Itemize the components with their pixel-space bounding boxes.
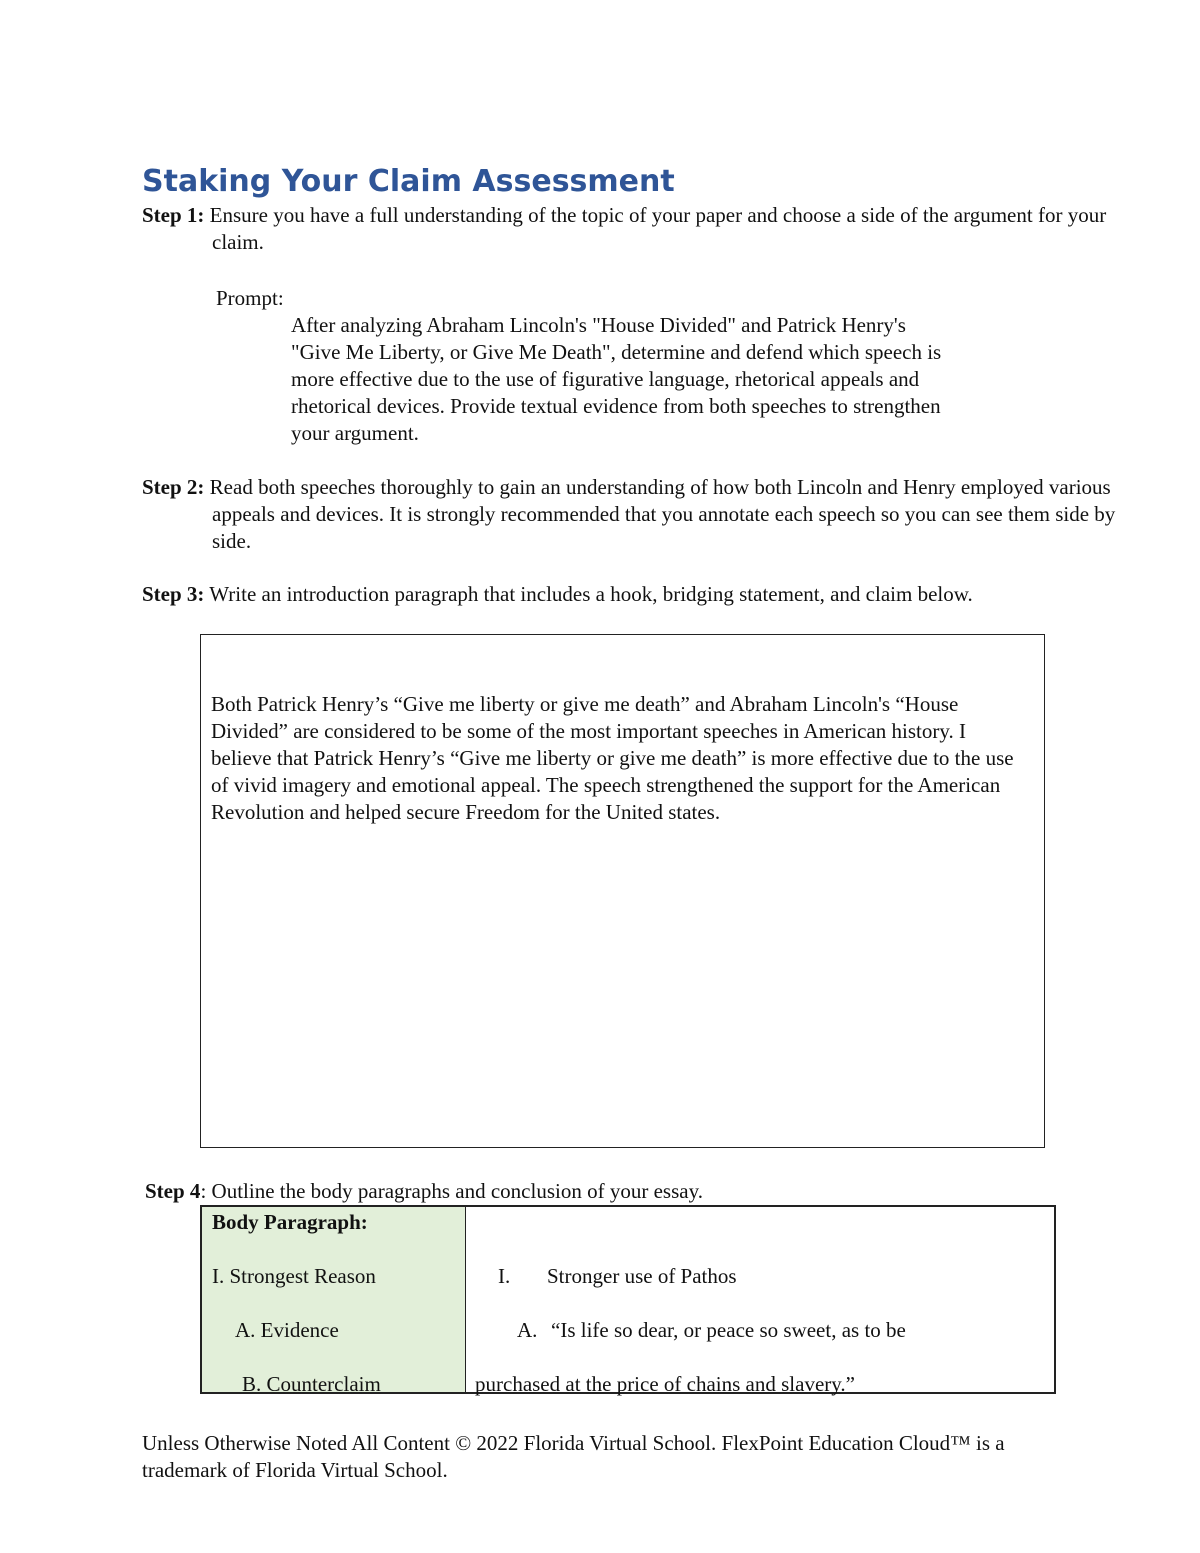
introduction-answer-text: Both Patrick Henry’s “Give me liberty or give me death” and Abraham Lincoln's “House Divided” are considered to be some of the most important speeches in American history. I believe that Patrick Henry’s “Give me liberty or give me death” is more effective due to the use of vivid imagery and emotional appeal. The speech strengthened the support for the American Revolution and helped secure Freedom for the United states. [211, 692, 1014, 824]
prompt-text: After analyzing Abraham Lincoln's "House Divided" and Patrick Henry's "Give Me Liberty, or Give Me Death", determine and defend which speech is more effective due to the use of figurative language, rhetorical appeals and rhetorical devices. Provide textual evidence from both speeches to strengthen your argument. [291, 313, 942, 445]
prompt-label: Prompt: [216, 286, 284, 310]
answer-numeral: I. [498, 1264, 511, 1288]
answer-evidence-letter: A. [517, 1318, 538, 1342]
outline-item-strongest-reason: I. Strongest Reason [212, 1264, 376, 1288]
outline-heading: Body Paragraph: [212, 1210, 368, 1234]
step-1 [142, 202, 1132, 256]
step-4-text: : Outline the body paragraphs and conclusion of your essay. [200, 1179, 703, 1203]
outline-item-evidence: A. Evidence [235, 1318, 339, 1342]
outline-right-column[interactable] [467, 1207, 1054, 1396]
introduction-answer-box[interactable] [200, 634, 1045, 1148]
answer-evidence-line-1: “Is life so dear, or peace so sweet, as to be [551, 1318, 906, 1342]
page-title: Staking Your Claim Assessment [142, 164, 675, 199]
step-1-text: Ensure you have a full understanding of the topic of your paper and choose a side of the argument for your claim. [209, 203, 1107, 254]
outline-left-column [202, 1207, 466, 1396]
step-3-text: Write an introduction paragraph that includes a hook, bridging statement, and claim below. [209, 582, 973, 606]
step-1-label: Step 1: [142, 203, 205, 227]
step-4-label: Step 4 [145, 1179, 201, 1203]
step-2-label: Step 2: [142, 475, 205, 499]
step-3 [142, 581, 1132, 608]
step-2-text: Read both speeches thoroughly to gain an understanding of how both Lincoln and Henry employed various appeals and devices. It is strongly recommended that you annotate each speech so you can see them side by side. [209, 475, 1116, 553]
answer-evidence-line-2: purchased at the price of chains and slavery.” [475, 1372, 855, 1396]
outline-item-counterclaim: B. Counterclaim [242, 1372, 381, 1396]
copyright-footer: Unless Otherwise Noted All Content © 2022 Florida Virtual School. FlexPoint Education Cloud™ is a trademark of Florida Virtual School. [142, 1431, 1005, 1482]
step-4 [145, 1178, 1065, 1205]
outline-table [200, 1205, 1056, 1394]
answer-reason: Stronger use of Pathos [547, 1264, 737, 1288]
step-2 [142, 474, 1132, 555]
step-3-label: Step 3: [142, 582, 205, 606]
